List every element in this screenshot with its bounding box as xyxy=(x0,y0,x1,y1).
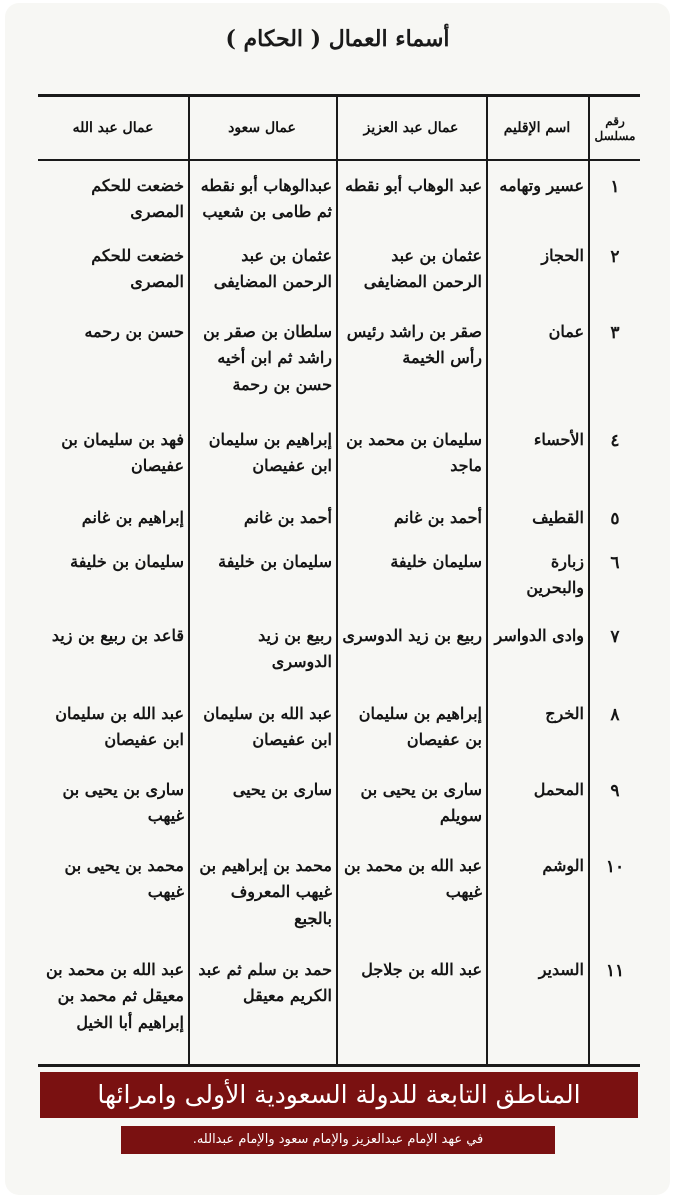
saud-governor-cell: عثمان بن عبد الرحمن المضايفى xyxy=(213,246,332,292)
abdullah-governor-cell: محمد بن يحيى بن غيهب xyxy=(64,856,184,902)
row-number: ٧ xyxy=(610,627,620,647)
saud-governor-cell: سلطان بن صقر بن راشد ثم ابن أخيه حسن بن رحمة xyxy=(203,322,332,394)
row-number: ١١ xyxy=(605,961,625,981)
abdulaziz-governor-cell: صقر بن راشد رئيس رأس الخيمة xyxy=(346,322,482,368)
saud-governor-cell: ربيع بن زيد الدوسرى xyxy=(258,626,332,672)
header-abdullah: عمال عبد الله xyxy=(72,120,154,137)
abdulaziz-governor-cell: ربيع بن زيد الدوسرى xyxy=(342,626,482,645)
region-cell: القطيف xyxy=(532,508,584,527)
region-cell: الأحساء xyxy=(533,430,584,449)
abdullah-governor-cell: سارى بن يحيى بن غيهب xyxy=(62,780,184,826)
abdullah-governor-cell: إبراهيم بن غانم xyxy=(81,508,184,527)
abdulaziz-governor-cell: سليمان خليفة xyxy=(390,552,482,571)
caption-subtitle: في عهد الإمام عبدالعزيز والإمام سعود والإمام عبدالله. xyxy=(121,1126,555,1154)
row-number: ٦ xyxy=(610,553,620,573)
region-cell: المحمل xyxy=(533,780,584,799)
rulers-table xyxy=(38,94,640,1067)
row-number: ٢ xyxy=(610,247,620,267)
header-serial: رقم مسلسل xyxy=(594,114,636,143)
abdulaziz-governor-cell: عثمان بن عبد الرحمن المضايفى xyxy=(363,246,482,292)
region-cell: وادى الدواسر xyxy=(494,626,584,645)
abdullah-governor-cell: قاعد بن ربيع بن زيد xyxy=(51,626,184,645)
saud-governor-cell: سارى بن يحيى xyxy=(232,780,332,799)
header-abdulaziz: عمال عبد العزيز xyxy=(363,120,459,137)
saud-governor-cell: سليمان بن خليفة xyxy=(218,552,332,571)
saud-governor-cell: عبدالوهاب أبو نقطه ثم طامى بن شعيب xyxy=(200,176,332,222)
region-cell: السدير xyxy=(538,960,584,979)
abdulaziz-governor-cell: إبراهيم بن سليمان بن عفيصان xyxy=(358,704,482,750)
row-number: ٤ xyxy=(610,431,620,451)
abdullah-governor-cell: فهد بن سليمان بن عفيصان xyxy=(61,430,184,476)
row-number: ٩ xyxy=(610,781,620,801)
header-saud: عمال سعود xyxy=(228,120,296,137)
row-number: ١٠ xyxy=(605,857,625,877)
abdullah-governor-cell: سليمان بن خليفة xyxy=(70,552,184,571)
abdullah-governor-cell: عبد الله بن محمد بن معيقل ثم محمد بن إبراهيم أبا الخيل xyxy=(45,960,184,1032)
region-cell: الوشم xyxy=(542,856,584,875)
document-title: أسماء العمال ( الحكام ) xyxy=(225,26,450,52)
saud-governor-cell: أحمد بن غانم xyxy=(243,508,332,527)
row-number: ٥ xyxy=(610,509,620,529)
abdulaziz-governor-cell: أحمد بن غانم xyxy=(393,508,482,527)
region-cell: الحجاز xyxy=(541,246,584,265)
abdullah-governor-cell: عبد الله بن سليمان ابن عفيصان xyxy=(55,704,184,750)
header-region: اسم الإقليم xyxy=(503,120,571,137)
region-cell: عمان xyxy=(548,322,584,341)
row-number: ٨ xyxy=(610,705,620,725)
abdulaziz-governor-cell: عبد الوهاب أبو نقطه xyxy=(345,176,482,195)
region-cell: زبارة والبحرين xyxy=(526,552,584,598)
row-number: ٣ xyxy=(610,323,620,343)
abdullah-governor-cell: حسن بن رحمه xyxy=(84,322,184,341)
abdulaziz-governor-cell: سارى بن يحيى بن سويلم xyxy=(360,780,482,826)
abdulaziz-governor-cell: عبد الله بن جلاجل xyxy=(361,960,482,979)
saud-governor-cell: محمد بن إبراهيم بن غيهب المعروف بالجبع xyxy=(199,856,332,928)
row-number: ١ xyxy=(610,177,620,197)
abdulaziz-governor-cell: سليمان بن محمد بن ماجد xyxy=(346,430,482,476)
region-cell: عسير وتهامه xyxy=(499,176,584,195)
saud-governor-cell: عبد الله بن سليمان ابن عفيصان xyxy=(203,704,332,750)
abdullah-governor-cell: خضعت للحكم المصرى xyxy=(91,246,184,292)
saud-governor-cell: حمد بن سلم ثم عبد الكريم معيقل xyxy=(198,960,332,1006)
saud-governor-cell: إبراهيم بن سليمان ابن عفيصان xyxy=(208,430,332,476)
abdulaziz-governor-cell: عبد الله بن محمد بن غيهب xyxy=(343,856,482,902)
abdullah-governor-cell: خضعت للحكم المصرى xyxy=(91,176,184,222)
header-divider xyxy=(38,159,640,161)
region-cell: الخرج xyxy=(545,704,584,723)
caption-title: المناطق التابعة للدولة السعودية الأولى وامرائها xyxy=(40,1072,638,1118)
